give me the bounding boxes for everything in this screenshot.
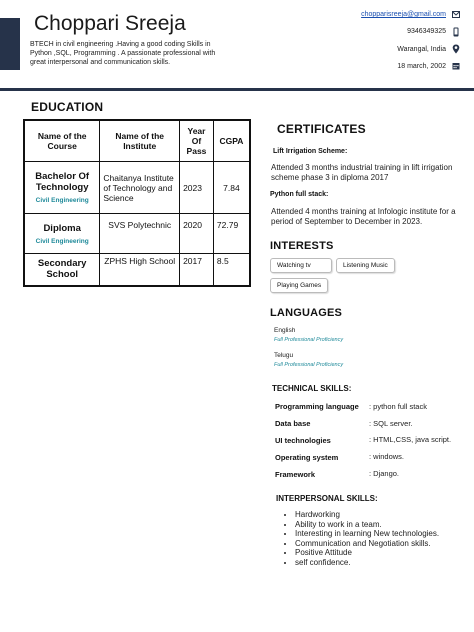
table-row: [24, 214, 250, 254]
column-header-course: Name of the Course: [24, 120, 100, 162]
skill-label: UI technologies: [275, 436, 331, 445]
list-item: • Interesting in learning New technologies.: [295, 529, 439, 539]
interest-tag: Watching tv: [270, 258, 332, 273]
profile-summary: BTECH in civil engineering .Having a good coding Skills in Python ,SQL, Programming . A passionate professional with great interpersonal and communication skills.: [30, 41, 216, 66]
date-of-birth: 18 march, 2002: [397, 63, 446, 70]
header-divider: [0, 88, 474, 91]
course-name: Bachelor Of Technology: [35, 171, 90, 193]
calendar-icon: [452, 62, 460, 70]
column-header-year: Year Of Pass: [180, 120, 214, 162]
languages-title: LANGUAGES: [270, 307, 343, 319]
skill-value: : HTML,CSS, java script.: [369, 435, 452, 444]
list-item: • Hardworking: [295, 510, 439, 520]
course-name: Diploma: [43, 222, 81, 234]
year-cell: 2017: [180, 254, 214, 286]
year-cell: 2023: [180, 162, 214, 214]
cgpa-cell: 72.79: [213, 214, 250, 254]
cgpa-cell: 7.84: [213, 162, 250, 214]
cgpa-cell: 8.5: [213, 254, 250, 286]
skill-value: : Django.: [369, 469, 400, 478]
certificate-heading: Lift Irrigation Scheme:: [273, 148, 348, 155]
course-cell: [24, 254, 100, 286]
language-name: English: [274, 327, 296, 334]
certificate-description: Attended 3 months industrial training in lift irrigation scheme phase 3 in diploma 2017: [271, 163, 453, 182]
skill-label: Programming language: [275, 402, 359, 411]
skill-value: : windows.: [369, 452, 405, 461]
interpersonal-skills-list: [284, 510, 439, 567]
course-branch: Civil Engineering: [35, 197, 89, 204]
course-cell: [24, 214, 100, 254]
interest-tag: Playing Games: [270, 278, 328, 293]
column-header-institute: Name of the Institute: [100, 120, 180, 162]
interpersonal-skills-title: INTERPERSONAL SKILLS:: [276, 494, 378, 503]
year-cell: 2020: [180, 214, 214, 254]
candidate-name: Choppari Sreeja: [34, 12, 186, 35]
certificate-description: Attended 4 months training at Infologic institute for a period of September to December in 2023.: [271, 207, 456, 226]
institute-cell: ZPHS High School: [100, 254, 180, 286]
phone-number: 9346349325: [407, 28, 446, 35]
institute-cell: Chaitanya Institute of Technology and Science: [100, 162, 180, 214]
email-link[interactable]: chopparisreeja@gmail.com: [361, 11, 446, 18]
institute-cell: SVS Polytechnic: [100, 214, 180, 254]
map-pin-icon: [452, 44, 460, 54]
course-name: Secondary School: [37, 258, 87, 281]
mobile-phone-icon: [453, 27, 459, 37]
education-table: [23, 119, 251, 287]
header-accent-bar: [0, 18, 20, 70]
technical-skills-title: TECHNICAL SKILLS:: [272, 384, 352, 393]
language-proficiency: Full Professional Proficiency: [274, 337, 344, 343]
interests-title: INTERESTS: [270, 240, 334, 252]
list-item: • self confidence.: [295, 558, 439, 568]
column-header-cgpa: CGPA: [213, 120, 250, 162]
language-name: Telugu: [274, 352, 294, 359]
language-proficiency: Full Professional Proficiency: [274, 362, 344, 368]
list-item: • Positive Attitude: [295, 548, 439, 558]
envelope-icon: [452, 11, 460, 18]
skill-value: : SQL server.: [369, 419, 413, 428]
course-cell: [24, 162, 100, 214]
skill-value: : python full stack: [369, 402, 427, 411]
education-title: EDUCATION: [31, 100, 104, 114]
table-header-row: [24, 120, 250, 162]
list-item: • Ability to work in a team.: [295, 520, 439, 530]
certificates-title: CERTIFICATES: [277, 122, 366, 136]
list-item: • Communication and Negotiation skills.: [295, 539, 439, 549]
interest-tag: Listening Music: [336, 258, 395, 273]
table-row: [24, 162, 250, 214]
location-text: Warangal, India: [397, 46, 446, 53]
skill-label: Framework: [275, 470, 316, 479]
skill-label: Data base: [275, 419, 311, 428]
certificate-heading: Python full stack:: [270, 191, 329, 198]
skill-label: Operating system: [275, 453, 339, 462]
course-branch: Civil Engineering: [35, 237, 89, 245]
table-row: [24, 254, 250, 286]
